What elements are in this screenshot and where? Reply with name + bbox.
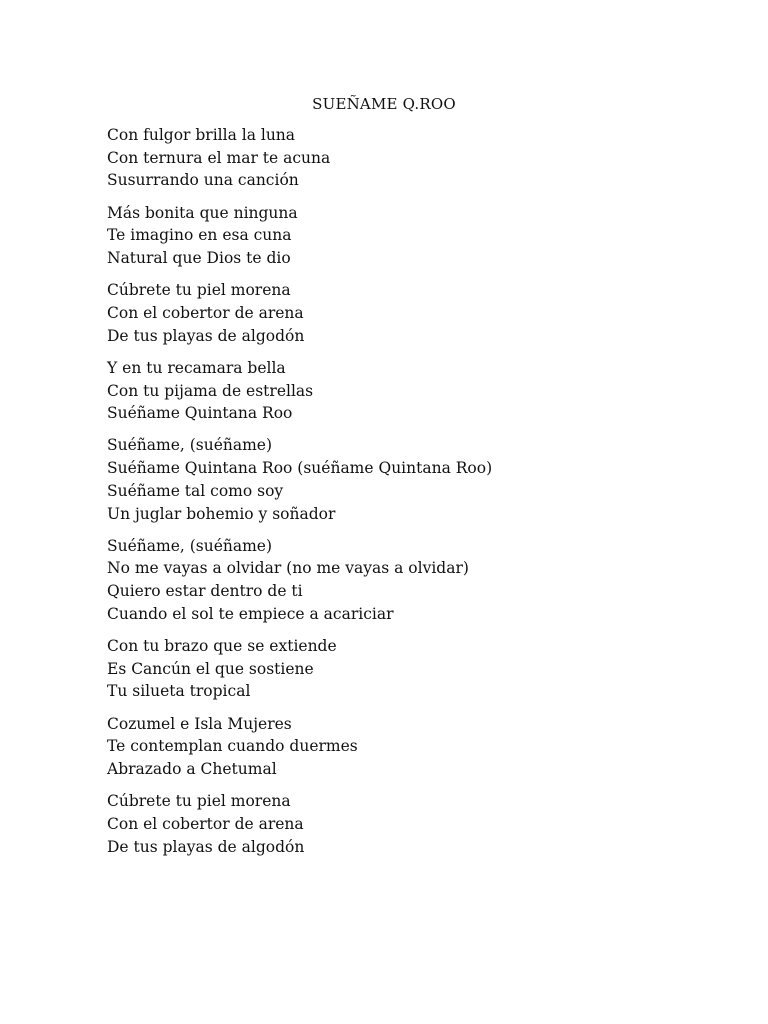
lyric-line: Un juglar bohemio y soñador [107, 504, 336, 523]
lyric-line: Te imagino en esa cuna [107, 226, 292, 245]
lyric-line: Natural que Dios te dio [107, 249, 291, 268]
stanza [107, 357, 727, 425]
lyric-line: Te contemplan cuando duermes [107, 737, 358, 756]
lyric-line: Con el cobertor de arena [107, 303, 304, 322]
stanza [107, 202, 727, 270]
lyric-line: Suéñame Quintana Roo (suéñame Quintana Roo) [107, 459, 493, 478]
stanza [107, 790, 727, 858]
lyric-line: Con ternura el mar te acuna [107, 148, 331, 167]
lyric-line: Suéñame, (suéñame) [107, 536, 273, 555]
lyric-line: Tu silueta tropical [107, 682, 251, 701]
stanza [107, 713, 727, 781]
lyric-line: Con fulgor brilla la luna [107, 126, 296, 144]
lyric-line: Cúbrete tu piel morena [107, 281, 291, 300]
lyric-line: Es Cancún el que sostiene [107, 659, 314, 678]
lyrics-body [107, 124, 727, 868]
stanza [107, 124, 727, 192]
lyric-line: Más bonita que ninguna [107, 203, 298, 222]
lyric-line: Cuando el sol te empiece a acariciar [107, 604, 394, 623]
stanza [107, 535, 727, 626]
lyric-line: Suéñame tal como soy [107, 481, 284, 500]
song-title: SUEÑAME Q.ROO [312, 95, 456, 113]
lyric-line: Susurrando una canción [107, 171, 299, 190]
lyric-line: Abrazado a Chetumal [107, 760, 277, 779]
lyric-line: De tus playas de algodón [107, 837, 305, 856]
lyric-line: No me vayas a olvidar (no me vayas a olvidar) [107, 559, 469, 578]
lyric-line: De tus playas de algodón [107, 326, 305, 345]
lyric-line: Con tu pijama de estrellas [107, 381, 314, 400]
stanza [107, 434, 727, 525]
lyric-line: Cozumel e Isla Mujeres [107, 714, 292, 733]
lyric-line: Suéñame, (suéñame) [107, 436, 273, 455]
lyric-line: Con tu brazo que se extiende [107, 637, 337, 656]
stanza [107, 279, 727, 347]
lyric-line: Con el cobertor de arena [107, 814, 304, 833]
lyric-line: Cúbrete tu piel morena [107, 792, 291, 811]
lyric-line: Y en tu recamara bella [107, 358, 286, 377]
lyric-line: Suéñame Quintana Roo [107, 404, 293, 423]
lyric-line: Quiero estar dentro de ti [107, 582, 303, 601]
stanza [107, 635, 727, 703]
